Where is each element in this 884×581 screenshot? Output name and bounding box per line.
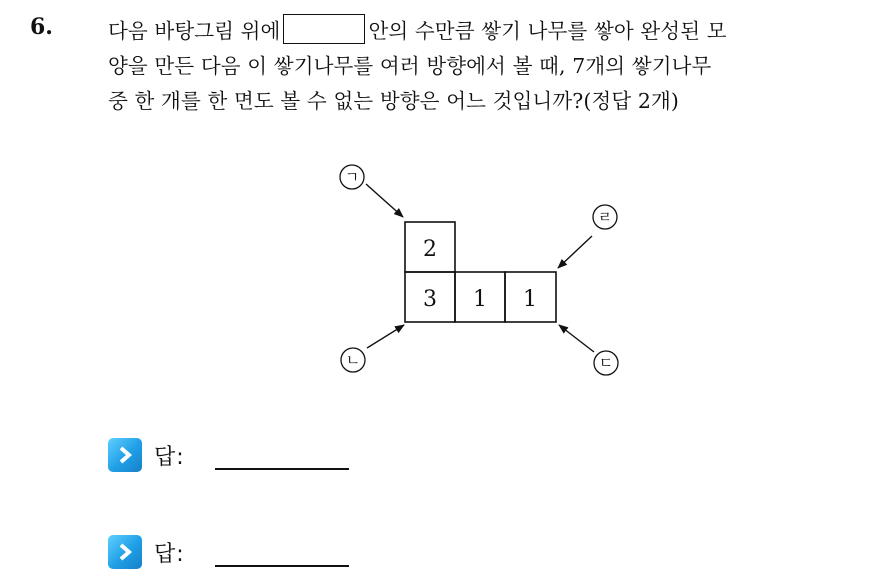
direction-label-b: ㄴ [345,351,361,369]
question-line-1-before: 다음 바탕그림 위에 [108,19,281,43]
cell-value-top: 2 [423,237,437,262]
answer-field-1[interactable] [215,468,349,470]
question-number: 6. [30,14,53,40]
answer-label-1: 답: [154,444,185,470]
question-line-1-after: 안의 수만큼 쌓기 나무를 쌓아 완성된 모 [368,19,727,43]
direction-arrow-d [558,236,592,268]
direction-arrow-c [559,325,594,352]
direction-label-c: ㄷ [598,354,614,372]
direction-label-a: ㄱ [344,168,360,186]
direction-arrow-a [366,184,403,217]
question-line-2: 양을 만든 다음 이 쌓기나무를 여러 방향에서 볼 때, 7개의 쌓기나무 [108,54,712,78]
question-line-3: 중 한 개를 한 면도 볼 수 없는 방향은 어느 것입니까?(정답 2개) [108,89,679,113]
chevron-right-icon [108,438,142,472]
chevron-right-icon [108,535,142,569]
answer-row-2 [108,535,349,569]
cell-value-1: 3 [423,287,437,312]
direction-arrow-b [367,325,404,348]
direction-label-d: ㄹ [597,208,613,226]
cell-value-3: 1 [523,287,537,312]
answer-field-2[interactable] [215,565,349,567]
answer-label-2: 답: [154,541,185,567]
answer-row-1 [108,438,349,472]
cell-value-2: 1 [473,287,487,312]
